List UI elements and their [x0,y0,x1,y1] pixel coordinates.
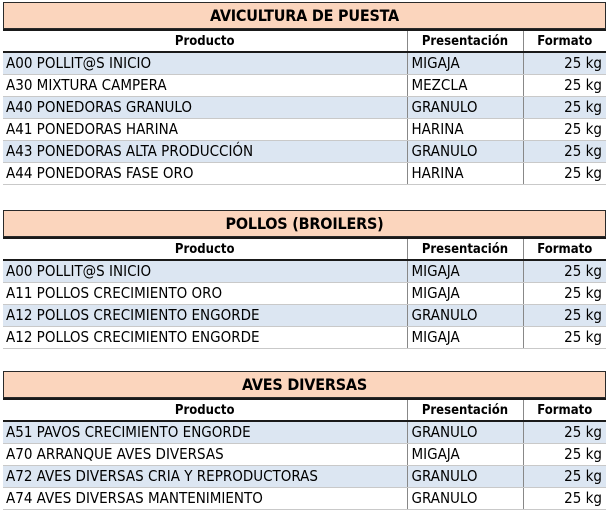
column-header-product: Producto [3,30,407,52]
table-row [3,118,606,140]
format-cell: 25 kg [523,118,606,140]
table-row [3,52,606,74]
format-cell: 25 kg [523,326,606,348]
format-cell: 25 kg [523,140,606,162]
table-row [3,465,606,487]
column-header-presentation: Presentación [407,399,523,421]
presentation-cell: MIGAJA [407,260,523,282]
table-row [3,162,606,184]
product-cell: A74 AVES DIVERSAS MANTENIMIENTO [3,487,407,509]
presentation-cell: MIGAJA [407,443,523,465]
product-cell: A43 PONEDORAS ALTA PRODUCCIÓN [3,140,407,162]
table-row [3,140,606,162]
column-header-product: Producto [3,399,407,421]
table-header-row [3,30,606,52]
column-header-presentation: Presentación [407,238,523,260]
format-cell: 25 kg [523,304,606,326]
section-title: POLLOS (BROILERS) [3,210,606,237]
product-cell: A00 POLLIT@S INICIO [3,52,407,74]
presentation-cell: MIGAJA [407,282,523,304]
presentation-cell: HARINA [407,162,523,184]
format-cell: 25 kg [523,162,606,184]
format-cell: 25 kg [523,421,606,443]
format-cell: 25 kg [523,74,606,96]
format-cell: 25 kg [523,52,606,74]
product-cell: A44 PONEDORAS FASE ORO [3,162,407,184]
product-cell: A12 POLLOS CRECIMIENTO ENGORDE [3,304,407,326]
presentation-cell: GRANULO [407,140,523,162]
product-table [3,237,606,349]
product-cell: A70 ARRANQUE AVES DIVERSAS [3,443,407,465]
product-cell: A72 AVES DIVERSAS CRIA Y REPRODUCTORAS [3,465,407,487]
presentation-cell: GRANULO [407,465,523,487]
table-header-row [3,399,606,421]
table-row [3,304,606,326]
table-row [3,96,606,118]
presentation-cell: GRANULO [407,421,523,443]
format-cell: 25 kg [523,260,606,282]
format-cell: 25 kg [523,465,606,487]
section-avicultura-de-puesta [3,2,606,185]
product-cell: A41 PONEDORAS HARINA [3,118,407,140]
presentation-cell: MIGAJA [407,326,523,348]
presentation-cell: MEZCLA [407,74,523,96]
section-title: AVICULTURA DE PUESTA [3,2,606,29]
table-row [3,260,606,282]
table-row [3,326,606,348]
section-title: AVES DIVERSAS [3,371,606,398]
column-header-format: Formato [523,238,606,260]
product-cell: A11 POLLOS CRECIMIENTO ORO [3,282,407,304]
table-row [3,74,606,96]
product-cell: A00 POLLIT@S INICIO [3,260,407,282]
product-cell: A12 POLLOS CRECIMIENTO ENGORDE [3,326,407,348]
format-cell: 25 kg [523,443,606,465]
product-table [3,398,606,510]
format-cell: 25 kg [523,487,606,509]
column-header-format: Formato [523,30,606,52]
product-table [3,29,606,185]
section-pollos-broilers [3,210,606,349]
format-cell: 25 kg [523,96,606,118]
presentation-cell: HARINA [407,118,523,140]
table-row [3,282,606,304]
presentation-cell: GRANULO [407,487,523,509]
presentation-cell: GRANULO [407,304,523,326]
table-row [3,487,606,509]
presentation-cell: MIGAJA [407,52,523,74]
presentation-cell: GRANULO [407,96,523,118]
column-header-presentation: Presentación [407,30,523,52]
product-cell: A40 PONEDORAS GRANULO [3,96,407,118]
table-header-row [3,238,606,260]
column-header-product: Producto [3,238,407,260]
format-cell: 25 kg [523,282,606,304]
table-row [3,421,606,443]
section-aves-diversas [3,371,606,510]
column-header-format: Formato [523,399,606,421]
table-row [3,443,606,465]
product-cell: A30 MIXTURA CAMPERA [3,74,407,96]
product-cell: A51 PAVOS CRECIMIENTO ENGORDE [3,421,407,443]
